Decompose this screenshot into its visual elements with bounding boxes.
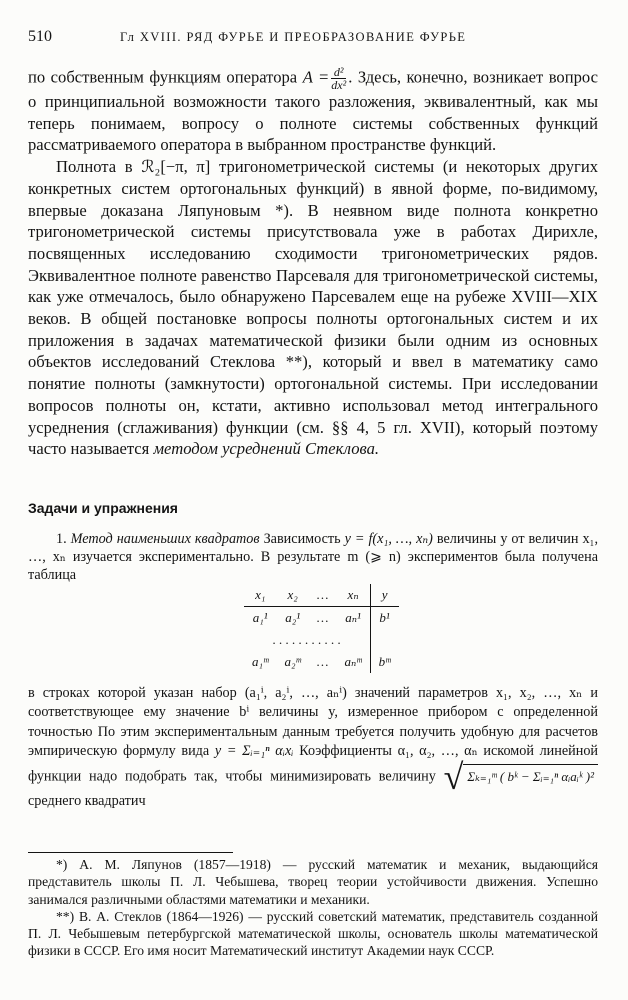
- para1-text-a: по собственным функциям оператора: [28, 67, 298, 87]
- page-number: 510: [28, 28, 52, 45]
- table-cell: a₁¹: [252, 610, 268, 625]
- running-head: Гл XVIII. РЯД ФУРЬЕ И ПРЕОБРАЗОВАНИЕ ФУРЬЕ: [120, 30, 467, 44]
- para2-text: Полнота в ℛ₂[−π, π] тригонометрической системы (и некоторых других конкретных систем ортогональных функций) в явной форме, по-видимому, впервые доказана Ляпуновым *). В неявном виде полнота конкретно тригонометрической системы присутствовала уже в работах Дирихле, посвященных исследованию сходимости тригонометрических рядов. Эквивалентное полноте равенство Парсеваля для тригонометрической системы, как уже отмечалось, было обнаружено Парсевалем еще на рубеже XVIII—XIX веков. В общей постановке вопросы полноты ортогональных систем и их приложения в задачах математической физики были одним из основных объектов исследований Стеклова **), который и ввел в математику само понятие полноты (замкнутости) ортогональной системы. При исследовании вопросов полноты он, кстати, активно использовал метод интегрального усреднения (сглаживания) функции (см. §§ 4, 5 гл. XVII), который поэтому часто называется: [28, 157, 598, 459]
- table-cell: xₙ: [336, 584, 370, 607]
- operator-fraction: [331, 66, 346, 91]
- formula-least-squares: Σₖ₌₁ᵐ ( bᵏ − Σᵢ₌₁ⁿ αᵢaᵢᵏ )²: [463, 764, 598, 788]
- experiment-table: [244, 584, 399, 673]
- table-cell: a₂¹: [285, 610, 301, 625]
- emphasis-steklov-method: методом усреднений Стеклова.: [153, 439, 380, 459]
- formula-linear: y = Σᵢ₌₁ⁿ αᵢxᵢ: [214, 743, 294, 760]
- table-cell: aₙ¹: [345, 610, 361, 625]
- paragraph-2: [28, 156, 598, 460]
- para1-text-b: . Здесь, конечно, возникает вопрос о принципиальной возможности такого разложения, эквивалентный, как мы теперь понимаем, вопросу о полноте системы собственных функций рассматриваемого оператора в выбранном пространстве функций.: [28, 67, 598, 155]
- page-header: [28, 28, 598, 48]
- table-row: [244, 607, 399, 630]
- sqrt-sign: √: [443, 756, 464, 797]
- paragraph-1: [28, 66, 598, 156]
- footnote-steklov: **) В. А. Стеклов (1864—1926) — русский советский математик, представитель созданной П. Л. Чебышевым петербургской математической школы, основатель школы математической физики в СССР. Его имя носит Математический институт Академии наук СССР.: [28, 908, 598, 959]
- footnote-lyapunov: *) А. М. Ляпунов (1857—1918) — русский математик и механик, выдающийся представитель школы П. Л. Чебышева, творец теории устойчивости движения. Успешно занимался различными областями математики и механики.: [28, 857, 598, 907]
- main-text: [28, 66, 598, 460]
- fraction-denominator: dx²: [331, 78, 347, 92]
- table-cell: aₙᵐ: [344, 654, 362, 669]
- table-cell: …: [309, 584, 337, 607]
- fraction-numerator: d²: [331, 66, 346, 79]
- table-cell: y: [370, 584, 398, 607]
- problem-title: Метод наименьших квадратов: [70, 531, 260, 547]
- table-cell: b¹: [370, 607, 398, 630]
- table-cell: …: [316, 654, 329, 669]
- problem-number: 1.: [56, 531, 67, 547]
- table-row: [244, 651, 399, 673]
- table-cell: bᵐ: [370, 651, 398, 673]
- table-header-row: [244, 584, 399, 607]
- problem-1-intro: [28, 530, 598, 584]
- table-cell: x₂: [276, 584, 308, 607]
- problem-text-1b: величины y от величин x₁, …, xₙ изучается экспериментально. В результате m (⩾ n) экспериментов была получена таблица: [28, 531, 599, 583]
- table-cell: a₁ᵐ: [252, 654, 269, 669]
- formula-dependence: y = f(x₁, …, xₙ): [344, 531, 433, 547]
- problem-text-2: в строках которой указан набор (a₁ⁱ, a₂ⁱ, …, aₙⁱ) значений параметров x₁, x₂, …, xₙ и соответствующее ему значение bⁱ величины y, измеренное прибором с определенной точностью По этим экспериментальным данным требуется получить удобную для расчетов эмпирическую формулу вида: [28, 685, 598, 760]
- table-dots: . . . . . . . . . . .: [272, 632, 341, 647]
- problem-text-1a: Зависимость: [263, 531, 341, 547]
- table-cell-empty: [370, 629, 398, 651]
- section-title: Задачи и упражнения: [28, 500, 178, 516]
- problem-text-4: среднего квадратич: [28, 792, 146, 809]
- table-row-dots: [244, 629, 399, 651]
- footnotes: [28, 856, 598, 960]
- footnote-divider: [28, 852, 233, 853]
- problem-1-body: [28, 684, 598, 811]
- table-cell: x₁: [244, 584, 276, 607]
- table-cell: a₂ᵐ: [284, 654, 301, 669]
- problem-text-3: Коэффициенты α₁, α₂, …, αₙ искомой линейной функции надо подобрать так, чтобы минимизировать величину: [28, 743, 599, 784]
- table-cell: …: [316, 610, 329, 625]
- operator-symbol: A =: [302, 67, 330, 87]
